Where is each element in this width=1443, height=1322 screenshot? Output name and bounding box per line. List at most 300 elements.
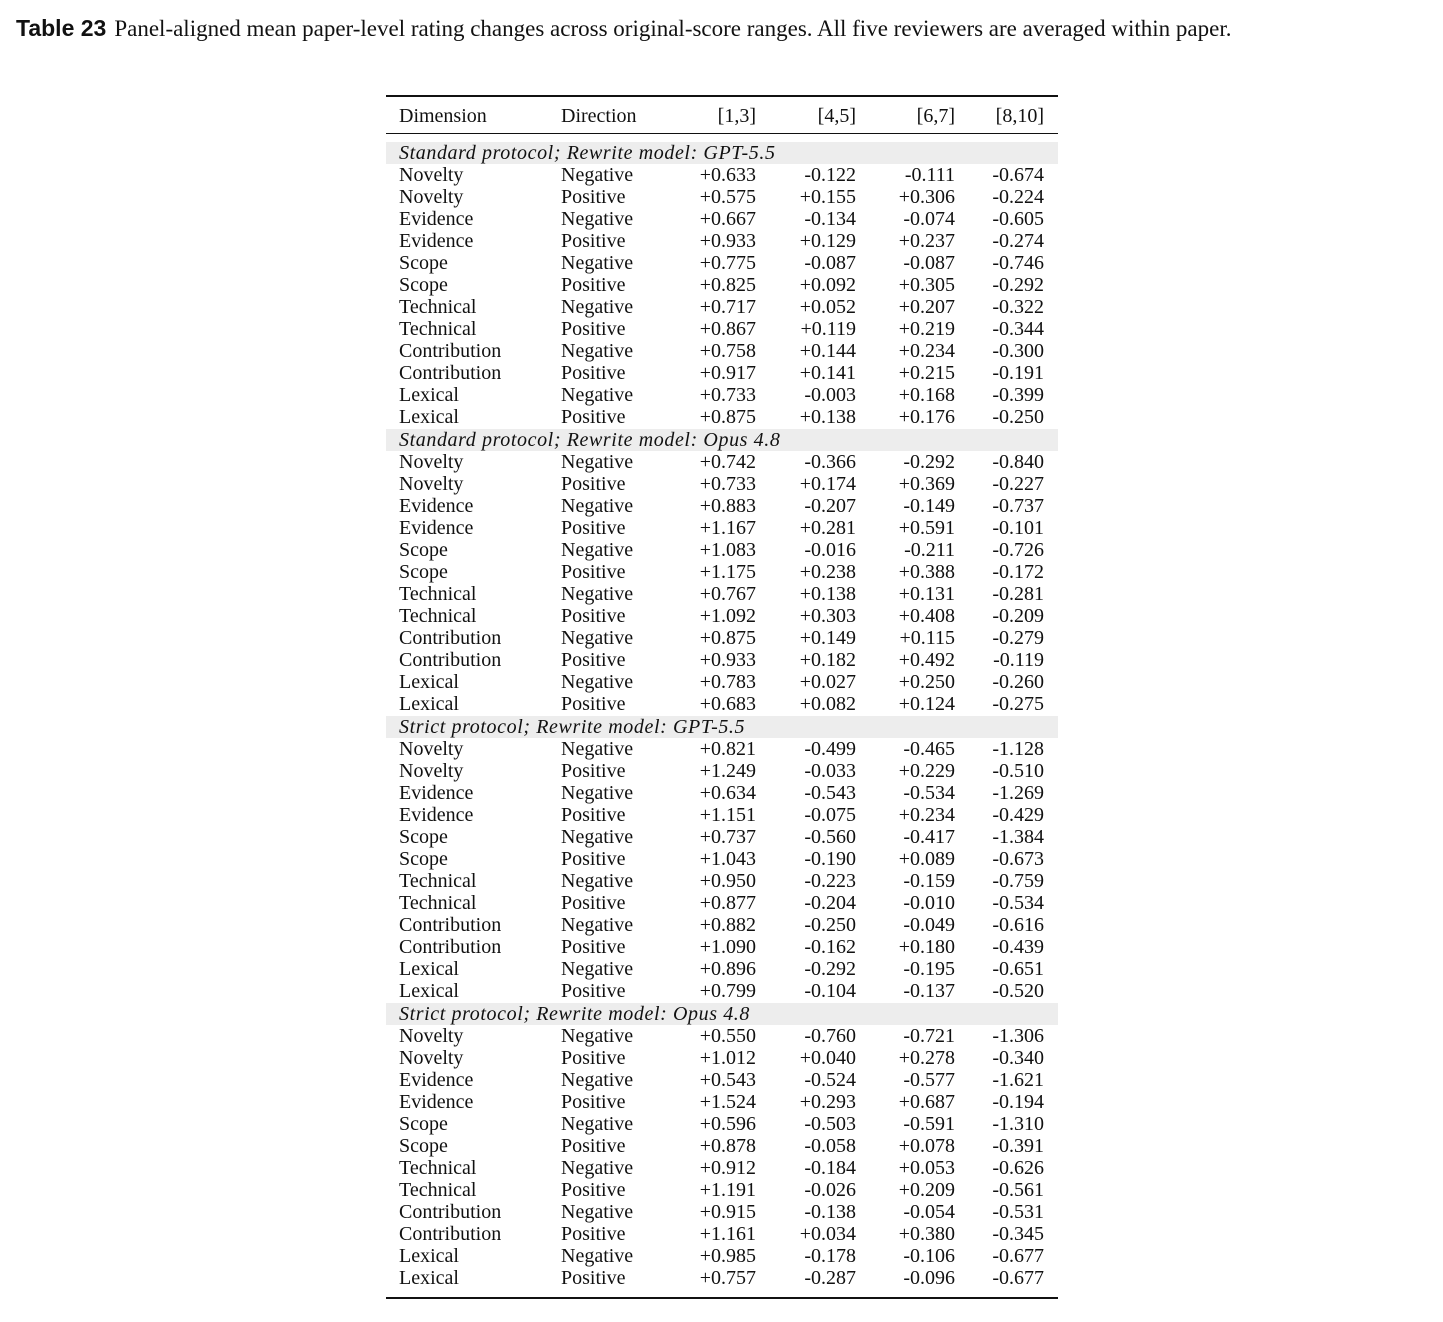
cell-dimension: Novelty xyxy=(399,186,464,208)
table-row xyxy=(386,914,1058,936)
cell-direction: Negative xyxy=(561,1201,634,1223)
cell-direction: Negative xyxy=(561,671,634,693)
cell-range-4-5: +0.303 xyxy=(799,605,856,627)
cell-direction: Positive xyxy=(561,605,626,627)
cell-range-4-5: +0.119 xyxy=(800,318,856,340)
cell-direction: Negative xyxy=(561,738,634,760)
cell-direction: Negative xyxy=(561,914,634,936)
cell-range-6-7: +0.131 xyxy=(898,583,955,605)
cell-range-1-3: +0.896 xyxy=(699,958,756,980)
cell-dimension: Contribution xyxy=(399,340,502,362)
cell-range-4-5: -0.760 xyxy=(804,1025,856,1047)
cell-range-1-3: +0.550 xyxy=(699,1025,756,1047)
cell-range-8-10: -0.726 xyxy=(992,539,1044,561)
cell-range-6-7: -0.054 xyxy=(903,1201,955,1223)
cell-direction: Positive xyxy=(561,230,626,252)
cell-range-4-5: -0.178 xyxy=(804,1245,856,1267)
cell-range-6-7: -0.087 xyxy=(903,252,955,274)
cell-range-1-3: +0.933 xyxy=(699,649,756,671)
cell-dimension: Novelty xyxy=(399,451,464,473)
cell-range-6-7: +0.591 xyxy=(898,517,955,539)
cell-range-1-3: +0.950 xyxy=(699,870,756,892)
cell-dimension: Novelty xyxy=(399,738,464,760)
cell-dimension: Technical xyxy=(399,870,477,892)
cell-range-6-7: +0.492 xyxy=(898,649,955,671)
cell-range-6-7: -0.111 xyxy=(904,164,955,186)
cell-range-6-7: -0.465 xyxy=(903,738,955,760)
cell-range-8-10: -0.275 xyxy=(992,693,1044,715)
cell-dimension: Scope xyxy=(399,539,448,561)
cell-range-1-3: +0.758 xyxy=(699,340,756,362)
cell-dimension: Contribution xyxy=(399,649,502,671)
cell-range-8-10: -0.194 xyxy=(992,1091,1044,1113)
cell-range-1-3: +0.915 xyxy=(699,1201,756,1223)
cell-range-4-5: -0.075 xyxy=(804,804,856,826)
cell-range-4-5: -0.250 xyxy=(804,914,856,936)
cell-range-8-10: -0.534 xyxy=(992,892,1044,914)
cell-direction: Positive xyxy=(561,406,626,428)
cell-range-6-7: +0.388 xyxy=(898,561,955,583)
cell-range-1-3: +0.821 xyxy=(699,738,756,760)
cell-direction: Positive xyxy=(561,892,626,914)
cell-direction: Negative xyxy=(561,208,634,230)
cell-direction: Positive xyxy=(561,1267,626,1289)
cell-range-4-5: +0.174 xyxy=(799,473,856,495)
cell-dimension: Evidence xyxy=(399,1069,474,1091)
cell-range-8-10: -0.737 xyxy=(992,495,1044,517)
cell-range-4-5: -0.223 xyxy=(804,870,856,892)
cell-direction: Negative xyxy=(561,627,634,649)
cell-range-4-5: +0.141 xyxy=(799,362,856,384)
cell-range-4-5: -0.033 xyxy=(804,760,856,782)
cell-range-1-3: +0.633 xyxy=(699,164,756,186)
cell-dimension: Scope xyxy=(399,826,448,848)
cell-range-1-3: +0.683 xyxy=(699,693,756,715)
cell-range-1-3: +0.737 xyxy=(699,826,756,848)
cell-range-8-10: -0.429 xyxy=(992,804,1044,826)
cell-direction: Negative xyxy=(561,495,634,517)
header-dimension: Dimension xyxy=(399,105,487,127)
table-row xyxy=(386,1157,1058,1179)
table-body xyxy=(386,142,1058,1297)
cell-direction: Positive xyxy=(561,561,626,583)
table-row xyxy=(386,892,1058,914)
cell-range-1-3: +0.875 xyxy=(699,406,756,428)
cell-direction: Negative xyxy=(561,1069,634,1091)
cell-range-8-10: -1.384 xyxy=(992,826,1044,848)
cell-direction: Positive xyxy=(561,1223,626,1245)
cell-direction: Negative xyxy=(561,384,634,406)
cell-dimension: Contribution xyxy=(399,627,502,649)
cell-dimension: Lexical xyxy=(399,384,459,406)
cell-range-8-10: -0.520 xyxy=(992,980,1044,1002)
cell-dimension: Lexical xyxy=(399,406,459,428)
cell-range-1-3: +1.012 xyxy=(699,1047,756,1069)
cell-range-4-5: -0.016 xyxy=(804,539,856,561)
cell-range-6-7: +0.237 xyxy=(898,230,955,252)
cell-range-8-10: -0.292 xyxy=(992,274,1044,296)
cell-direction: Negative xyxy=(561,1157,634,1179)
cell-range-8-10: -0.391 xyxy=(992,1135,1044,1157)
cell-direction: Positive xyxy=(561,186,626,208)
cell-range-8-10: -0.677 xyxy=(992,1245,1044,1267)
cell-range-6-7: +0.408 xyxy=(898,605,955,627)
cell-range-1-3: +0.575 xyxy=(699,186,756,208)
cell-range-6-7: -0.137 xyxy=(903,980,955,1002)
cell-range-8-10: -0.651 xyxy=(992,958,1044,980)
cell-range-1-3: +1.524 xyxy=(699,1091,756,1113)
cell-range-1-3: +0.825 xyxy=(699,274,756,296)
cell-dimension: Evidence xyxy=(399,517,474,539)
cell-range-1-3: +0.667 xyxy=(699,208,756,230)
cell-direction: Negative xyxy=(561,870,634,892)
section-header: Standard protocol; Rewrite model: Opus 4.8 xyxy=(386,429,1058,451)
cell-range-8-10: -0.274 xyxy=(992,230,1044,252)
cell-dimension: Technical xyxy=(399,1157,477,1179)
cell-direction: Positive xyxy=(561,760,626,782)
cell-range-4-5: +0.238 xyxy=(799,561,856,583)
table-row xyxy=(386,671,1058,693)
cell-dimension: Evidence xyxy=(399,804,474,826)
cell-range-8-10: -1.310 xyxy=(992,1113,1044,1135)
cell-dimension: Evidence xyxy=(399,230,474,252)
table-row xyxy=(386,1179,1058,1201)
cell-range-6-7: -0.074 xyxy=(903,208,955,230)
cell-direction: Positive xyxy=(561,274,626,296)
cell-range-6-7: -0.049 xyxy=(903,914,955,936)
cell-range-8-10: -0.399 xyxy=(992,384,1044,406)
table-row xyxy=(386,1113,1058,1135)
cell-range-8-10: -0.616 xyxy=(992,914,1044,936)
cell-direction: Positive xyxy=(561,693,626,715)
cell-direction: Positive xyxy=(561,318,626,340)
table-row xyxy=(386,980,1058,1002)
table-row xyxy=(386,406,1058,428)
cell-range-4-5: -0.134 xyxy=(804,208,856,230)
cell-range-6-7: +0.207 xyxy=(898,296,955,318)
header-range-8-10: [8,10] xyxy=(995,105,1044,127)
cell-range-8-10: -0.227 xyxy=(992,473,1044,495)
table-row xyxy=(386,958,1058,980)
cell-range-6-7: -0.577 xyxy=(903,1069,955,1091)
cell-range-8-10: -0.561 xyxy=(992,1179,1044,1201)
cell-range-4-5: -0.104 xyxy=(804,980,856,1002)
table-row xyxy=(386,1069,1058,1091)
cell-direction: Negative xyxy=(561,252,634,274)
caption-text: Panel-aligned mean paper-level rating changes across original-score ranges. All five reviewers are averaged within paper. xyxy=(114,16,1232,41)
cell-direction: Negative xyxy=(561,539,634,561)
cell-direction: Negative xyxy=(561,782,634,804)
cell-direction: Negative xyxy=(561,826,634,848)
cell-range-8-10: -0.281 xyxy=(992,583,1044,605)
cell-dimension: Technical xyxy=(399,296,477,318)
cell-direction: Positive xyxy=(561,804,626,826)
cell-range-1-3: +0.912 xyxy=(699,1157,756,1179)
cell-range-8-10: -0.626 xyxy=(992,1157,1044,1179)
cell-dimension: Lexical xyxy=(399,671,459,693)
cell-range-6-7: +0.176 xyxy=(898,406,955,428)
cell-dimension: Scope xyxy=(399,1135,448,1157)
cell-direction: Negative xyxy=(561,1025,634,1047)
cell-range-6-7: -0.195 xyxy=(903,958,955,980)
cell-range-1-3: +0.878 xyxy=(699,1135,756,1157)
cell-range-4-5: -0.503 xyxy=(804,1113,856,1135)
table-row xyxy=(386,230,1058,252)
cell-range-6-7: +0.234 xyxy=(898,340,955,362)
cell-range-1-3: +0.596 xyxy=(699,1113,756,1135)
cell-range-6-7: +0.234 xyxy=(898,804,955,826)
cell-dimension: Evidence xyxy=(399,782,474,804)
cell-direction: Positive xyxy=(561,936,626,958)
cell-range-4-5: -0.543 xyxy=(804,782,856,804)
cell-range-8-10: -0.191 xyxy=(992,362,1044,384)
cell-range-4-5: -0.207 xyxy=(804,495,856,517)
table-row xyxy=(386,1245,1058,1267)
cell-direction: Positive xyxy=(561,649,626,671)
cell-range-6-7: -0.106 xyxy=(903,1245,955,1267)
table-row xyxy=(386,738,1058,760)
cell-dimension: Technical xyxy=(399,583,477,605)
table-row xyxy=(386,473,1058,495)
cell-direction: Positive xyxy=(561,848,626,870)
cell-range-6-7: +0.168 xyxy=(898,384,955,406)
table-row xyxy=(386,517,1058,539)
cell-range-1-3: +0.543 xyxy=(699,1069,756,1091)
section-header: Standard protocol; Rewrite model: GPT-5.5 xyxy=(386,142,1058,164)
table-row xyxy=(386,1135,1058,1157)
cell-direction: Positive xyxy=(561,362,626,384)
cell-range-6-7: -0.149 xyxy=(903,495,955,517)
table-row xyxy=(386,451,1058,473)
cell-range-1-3: +0.717 xyxy=(699,296,756,318)
cell-range-4-5: -0.184 xyxy=(804,1157,856,1179)
cell-dimension: Technical xyxy=(399,318,477,340)
cell-range-1-3: +1.043 xyxy=(699,848,756,870)
cell-range-4-5: -0.524 xyxy=(804,1069,856,1091)
table-row xyxy=(386,208,1058,230)
cell-range-8-10: -1.306 xyxy=(992,1025,1044,1047)
cell-range-6-7: +0.053 xyxy=(898,1157,955,1179)
cell-range-6-7: -0.292 xyxy=(903,451,955,473)
cell-range-4-5: -0.138 xyxy=(804,1201,856,1223)
cell-range-4-5: -0.003 xyxy=(804,384,856,406)
cell-range-1-3: +0.985 xyxy=(699,1245,756,1267)
cell-range-6-7: +0.219 xyxy=(898,318,955,340)
cell-range-6-7: +0.380 xyxy=(898,1223,955,1245)
table-row xyxy=(386,1025,1058,1047)
table-row xyxy=(386,186,1058,208)
cell-range-8-10: -0.345 xyxy=(992,1223,1044,1245)
cell-direction: Positive xyxy=(561,1091,626,1113)
table-row xyxy=(386,1091,1058,1113)
cell-range-8-10: -0.101 xyxy=(992,517,1044,539)
cell-range-4-5: +0.040 xyxy=(799,1047,856,1069)
cell-range-1-3: +1.175 xyxy=(699,561,756,583)
cell-range-1-3: +0.757 xyxy=(699,1267,756,1289)
table-row xyxy=(386,274,1058,296)
cell-range-6-7: +0.209 xyxy=(898,1179,955,1201)
cell-range-1-3: +0.775 xyxy=(699,252,756,274)
table-row xyxy=(386,561,1058,583)
table-row xyxy=(386,318,1058,340)
cell-range-4-5: -0.087 xyxy=(804,252,856,274)
cell-range-8-10: -0.279 xyxy=(992,627,1044,649)
cell-range-1-3: +0.882 xyxy=(699,914,756,936)
cell-direction: Negative xyxy=(561,583,634,605)
table-label: Table 23 xyxy=(16,15,107,41)
cell-direction: Positive xyxy=(561,980,626,1002)
cell-dimension: Contribution xyxy=(399,936,502,958)
cell-range-6-7: -0.159 xyxy=(903,870,955,892)
cell-dimension: Technical xyxy=(399,1179,477,1201)
cell-range-1-3: +1.151 xyxy=(699,804,756,826)
table-row xyxy=(386,627,1058,649)
cell-direction: Negative xyxy=(561,1245,634,1267)
cell-dimension: Lexical xyxy=(399,1245,459,1267)
cell-direction: Negative xyxy=(561,958,634,980)
cell-range-8-10: -0.209 xyxy=(992,605,1044,627)
cell-range-8-10: -0.677 xyxy=(992,1267,1044,1289)
cell-dimension: Scope xyxy=(399,561,448,583)
cell-range-6-7: +0.306 xyxy=(898,186,955,208)
table-row xyxy=(386,296,1058,318)
table-row xyxy=(386,583,1058,605)
cell-direction: Positive xyxy=(561,1179,626,1201)
section-header: Strict protocol; Rewrite model: Opus 4.8 xyxy=(386,1003,1058,1025)
table-row xyxy=(386,870,1058,892)
cell-range-8-10: -0.172 xyxy=(992,561,1044,583)
cell-dimension: Scope xyxy=(399,274,448,296)
cell-range-4-5: +0.027 xyxy=(799,671,856,693)
cell-range-6-7: +0.115 xyxy=(899,627,955,649)
cell-range-4-5: -0.058 xyxy=(804,1135,856,1157)
cell-dimension: Lexical xyxy=(399,958,459,980)
cell-range-6-7: +0.078 xyxy=(898,1135,955,1157)
cell-range-8-10: -0.439 xyxy=(992,936,1044,958)
table-row xyxy=(386,1047,1058,1069)
cell-range-6-7: +0.180 xyxy=(898,936,955,958)
cell-range-4-5: -0.292 xyxy=(804,958,856,980)
cell-range-8-10: -0.344 xyxy=(992,318,1044,340)
cell-range-4-5: +0.293 xyxy=(799,1091,856,1113)
table-row xyxy=(386,362,1058,384)
cell-dimension: Novelty xyxy=(399,760,464,782)
cell-range-4-5: +0.052 xyxy=(799,296,856,318)
cell-range-4-5: -0.560 xyxy=(804,826,856,848)
cell-direction: Negative xyxy=(561,340,634,362)
cell-range-1-3: +1.167 xyxy=(699,517,756,539)
cell-range-6-7: +0.369 xyxy=(898,473,955,495)
cell-range-6-7: -0.591 xyxy=(903,1113,955,1135)
cell-dimension: Contribution xyxy=(399,362,502,384)
header-range-4-5: [4,5] xyxy=(817,105,856,127)
results-table xyxy=(386,95,1058,1299)
table-row xyxy=(386,848,1058,870)
cell-range-4-5: -0.499 xyxy=(804,738,856,760)
cell-dimension: Contribution xyxy=(399,914,502,936)
cell-range-6-7: +0.250 xyxy=(898,671,955,693)
cell-dimension: Lexical xyxy=(399,693,459,715)
cell-range-6-7: -0.721 xyxy=(903,1025,955,1047)
table-row xyxy=(386,495,1058,517)
table-caption xyxy=(16,12,1432,45)
cell-range-8-10: -0.674 xyxy=(992,164,1044,186)
cell-range-4-5: +0.129 xyxy=(799,230,856,252)
cell-range-4-5: +0.149 xyxy=(799,627,856,649)
cell-direction: Positive xyxy=(561,1135,626,1157)
cell-range-6-7: +0.687 xyxy=(898,1091,955,1113)
table-row xyxy=(386,605,1058,627)
cell-dimension: Novelty xyxy=(399,164,464,186)
cell-direction: Negative xyxy=(561,296,634,318)
cell-range-1-3: +1.092 xyxy=(699,605,756,627)
table-row xyxy=(386,804,1058,826)
cell-dimension: Technical xyxy=(399,605,477,627)
cell-range-1-3: +1.090 xyxy=(699,936,756,958)
cell-range-4-5: -0.122 xyxy=(804,164,856,186)
cell-range-1-3: +0.783 xyxy=(699,671,756,693)
cell-direction: Positive xyxy=(561,517,626,539)
table-row xyxy=(386,1201,1058,1223)
cell-range-1-3: +0.733 xyxy=(699,473,756,495)
cell-range-8-10: -0.510 xyxy=(992,760,1044,782)
cell-range-1-3: +0.742 xyxy=(699,451,756,473)
table-row xyxy=(386,164,1058,186)
cell-range-6-7: -0.534 xyxy=(903,782,955,804)
cell-range-6-7: +0.278 xyxy=(898,1047,955,1069)
cell-direction: Positive xyxy=(561,473,626,495)
table-row xyxy=(386,1267,1058,1289)
cell-dimension: Evidence xyxy=(399,495,474,517)
cell-range-4-5: +0.182 xyxy=(799,649,856,671)
header-direction: Direction xyxy=(561,105,637,127)
cell-range-1-3: +0.634 xyxy=(699,782,756,804)
table-row xyxy=(386,826,1058,848)
cell-range-1-3: +1.249 xyxy=(699,760,756,782)
table-row xyxy=(386,252,1058,274)
cell-dimension: Lexical xyxy=(399,980,459,1002)
header-range-1-3: [1,3] xyxy=(717,105,756,127)
cell-range-8-10: -1.269 xyxy=(992,782,1044,804)
cell-range-4-5: -0.204 xyxy=(804,892,856,914)
cell-range-6-7: +0.124 xyxy=(898,693,955,715)
cell-range-8-10: -0.840 xyxy=(992,451,1044,473)
cell-range-4-5: -0.287 xyxy=(804,1267,856,1289)
section-header: Strict protocol; Rewrite model: GPT-5.5 xyxy=(386,716,1058,738)
table-row xyxy=(386,340,1058,362)
cell-direction: Negative xyxy=(561,451,634,473)
cell-direction: Negative xyxy=(561,164,634,186)
cell-range-8-10: -0.340 xyxy=(992,1047,1044,1069)
cell-range-6-7: -0.211 xyxy=(904,539,955,561)
cell-range-6-7: -0.417 xyxy=(903,826,955,848)
cell-dimension: Novelty xyxy=(399,1047,464,1069)
cell-range-1-3: +0.867 xyxy=(699,318,756,340)
table-row xyxy=(386,539,1058,561)
cell-dimension: Contribution xyxy=(399,1201,502,1223)
cell-dimension: Novelty xyxy=(399,1025,464,1047)
table-row xyxy=(386,782,1058,804)
cell-range-1-3: +0.933 xyxy=(699,230,756,252)
cell-range-4-5: +0.092 xyxy=(799,274,856,296)
cell-range-6-7: -0.096 xyxy=(903,1267,955,1289)
table-row xyxy=(386,936,1058,958)
cell-dimension: Evidence xyxy=(399,1091,474,1113)
cell-range-4-5: +0.144 xyxy=(799,340,856,362)
cell-range-4-5: -0.026 xyxy=(804,1179,856,1201)
cell-range-1-3: +1.083 xyxy=(699,539,756,561)
cell-range-1-3: +0.767 xyxy=(699,583,756,605)
